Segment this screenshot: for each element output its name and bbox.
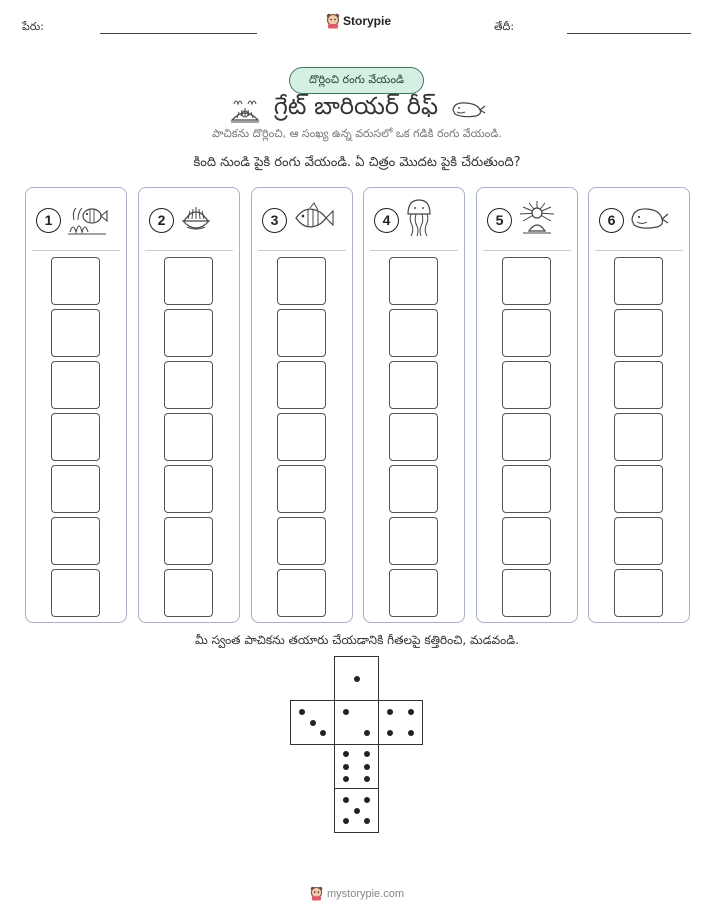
bear-mascot-icon	[310, 886, 323, 901]
dice-pip	[387, 709, 393, 715]
column-divider	[258, 250, 346, 251]
name-line[interactable]	[100, 33, 257, 34]
sea-anemone-icon	[517, 199, 557, 241]
column-divider	[145, 250, 233, 251]
color-square[interactable]	[164, 257, 213, 305]
dice-face[interactable]	[334, 744, 379, 789]
dice-pip	[408, 730, 414, 736]
color-square[interactable]	[51, 569, 100, 617]
color-square[interactable]	[389, 361, 438, 409]
dice-pip	[364, 764, 370, 770]
color-square[interactable]	[51, 361, 100, 409]
dice-pip	[387, 730, 393, 736]
dice-face[interactable]	[334, 656, 379, 701]
color-square[interactable]	[389, 257, 438, 305]
column-1	[25, 187, 127, 623]
color-square[interactable]	[51, 465, 100, 513]
name-label: పేరు:	[22, 20, 44, 33]
color-square[interactable]	[51, 309, 100, 357]
dice-pip	[310, 720, 316, 726]
brand-name: Storypie	[343, 14, 392, 28]
color-square[interactable]	[502, 413, 551, 461]
column-header	[599, 200, 683, 240]
color-square[interactable]	[389, 569, 438, 617]
color-square[interactable]	[277, 361, 326, 409]
color-square[interactable]	[51, 413, 100, 461]
dice-face[interactable]	[334, 788, 379, 833]
color-square[interactable]	[389, 465, 438, 513]
color-square[interactable]	[614, 569, 663, 617]
color-square[interactable]	[164, 413, 213, 461]
instruction: కింది నుండి పైకి రంగు వేయండి. ఏ చిత్రం మొదట పైకి చేరుతుంది?	[193, 155, 521, 170]
color-square[interactable]	[164, 309, 213, 357]
dice-face[interactable]	[334, 700, 379, 745]
dice-pip	[364, 730, 370, 736]
color-square[interactable]	[502, 517, 551, 565]
color-square[interactable]	[502, 465, 551, 513]
color-square[interactable]	[277, 257, 326, 305]
title-row	[0, 92, 714, 126]
column-number: 3	[262, 208, 287, 233]
color-square[interactable]	[502, 257, 551, 305]
dice-face[interactable]	[290, 700, 335, 745]
column-number: 2	[149, 208, 174, 233]
cut-instruction: మీ స్వంత పాచికను తయారు చేయడానికి గీతలపై కత్తిరించి, మడవండి.	[195, 633, 519, 647]
whale-icon	[629, 204, 669, 236]
color-square[interactable]	[614, 517, 663, 565]
color-square[interactable]	[614, 257, 663, 305]
color-square[interactable]	[614, 465, 663, 513]
dice-pip	[354, 808, 360, 814]
dice-pip	[408, 709, 414, 715]
jellyfish-icon	[404, 198, 434, 242]
color-square[interactable]	[277, 569, 326, 617]
color-square[interactable]	[389, 413, 438, 461]
color-square[interactable]	[502, 361, 551, 409]
dice-pip	[364, 797, 370, 803]
dice-pip	[343, 709, 349, 715]
date-label: తేదీ:	[494, 20, 515, 33]
brand-logo	[326, 13, 391, 29]
color-square[interactable]	[51, 257, 100, 305]
color-square[interactable]	[277, 309, 326, 357]
color-square[interactable]	[164, 569, 213, 617]
color-square[interactable]	[164, 465, 213, 513]
column-header	[374, 200, 458, 240]
dice-face[interactable]	[378, 700, 423, 745]
dice-pip	[343, 797, 349, 803]
color-square[interactable]	[502, 569, 551, 617]
dice-pip	[364, 818, 370, 824]
date-line[interactable]	[567, 33, 691, 34]
color-square[interactable]	[164, 361, 213, 409]
color-square[interactable]	[277, 413, 326, 461]
coral-clam-icon	[228, 94, 262, 124]
dice-pip	[364, 776, 370, 782]
activity-badge: దొర్లించి రంగు వేయండి	[289, 67, 424, 94]
page-title: గ్రేట్ బారియర్ రీఫ్	[273, 92, 439, 120]
dice-pip	[354, 676, 360, 682]
dice-pip	[343, 751, 349, 757]
color-square[interactable]	[502, 309, 551, 357]
footer-url[interactable]: mystorypie.com	[326, 887, 405, 900]
dice-pip	[343, 818, 349, 824]
column-divider	[370, 250, 458, 251]
column-2	[138, 187, 240, 623]
color-square[interactable]	[277, 517, 326, 565]
bear-mascot-icon	[326, 13, 340, 29]
footer	[0, 886, 714, 901]
dice-pip	[364, 751, 370, 757]
dice-pip	[343, 764, 349, 770]
column-number: 5	[487, 208, 512, 233]
column-header	[149, 200, 233, 240]
column-header	[36, 200, 120, 240]
coral-fish-icon	[66, 200, 108, 240]
color-square[interactable]	[164, 517, 213, 565]
dice-pip	[343, 776, 349, 782]
column-6	[588, 187, 690, 623]
column-number: 6	[599, 208, 624, 233]
column-number: 4	[374, 208, 399, 233]
column-divider	[483, 250, 571, 251]
column-4	[363, 187, 465, 623]
color-square[interactable]	[614, 309, 663, 357]
subtitle: పాచికను దొర్లించి, ఆ సంఖ్య ఉన్న వరుసలో ఒక గడికి రంగు వేయండి.	[212, 127, 502, 140]
column-5	[476, 187, 578, 623]
color-square[interactable]	[614, 413, 663, 461]
column-header	[262, 200, 346, 240]
column-3	[251, 187, 353, 623]
color-square[interactable]	[51, 517, 100, 565]
color-square[interactable]	[389, 517, 438, 565]
column-divider	[595, 250, 683, 251]
column-number: 1	[36, 208, 61, 233]
clam-icon	[179, 201, 213, 239]
color-square[interactable]	[277, 465, 326, 513]
fish-icon	[292, 202, 334, 238]
color-square[interactable]	[614, 361, 663, 409]
color-square[interactable]	[389, 309, 438, 357]
column-divider	[32, 250, 120, 251]
dice-pip	[299, 709, 305, 715]
dice-pip	[320, 730, 326, 736]
whale-icon	[450, 98, 486, 120]
column-header	[487, 200, 571, 240]
